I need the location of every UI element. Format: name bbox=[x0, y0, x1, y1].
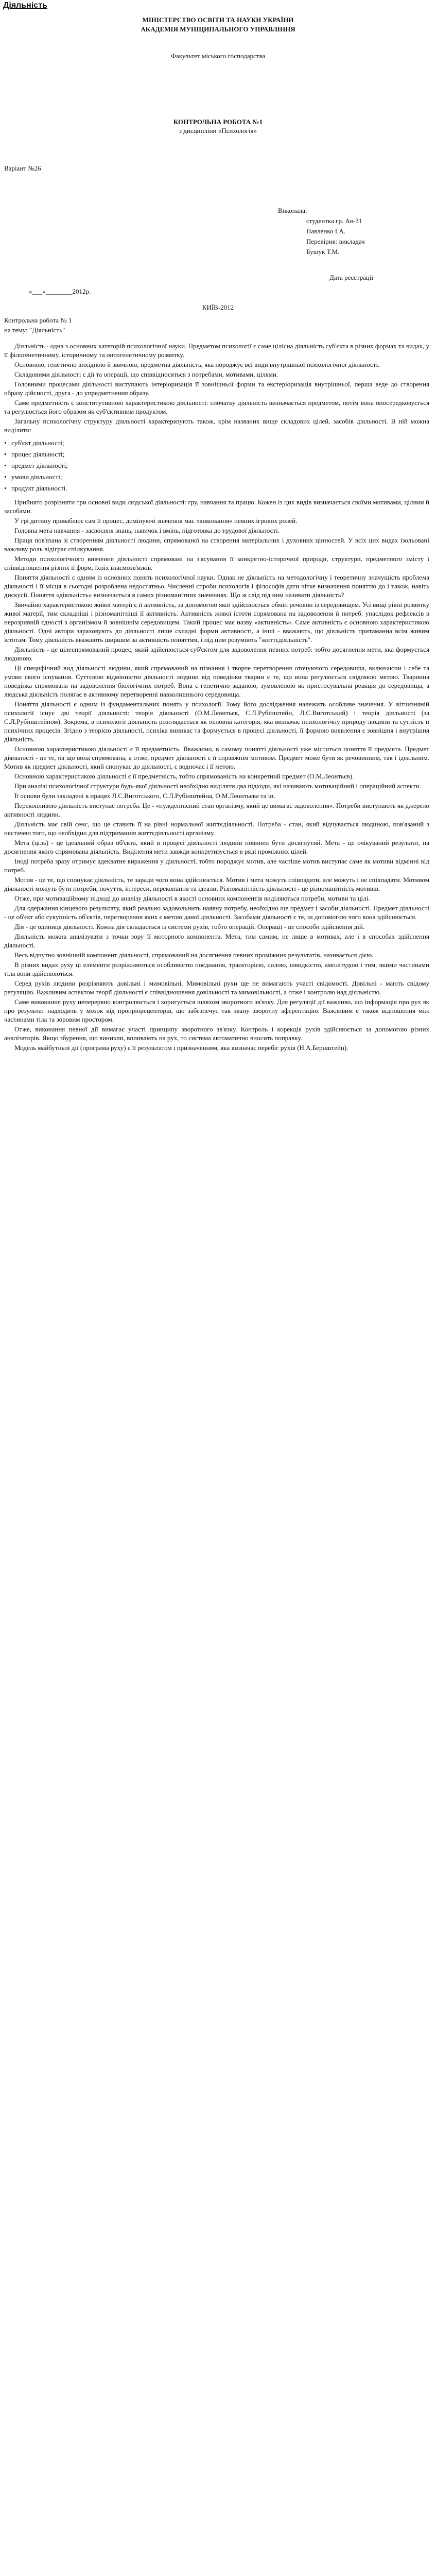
paragraph: Модель майбутньої дії (програма руху) є її результатом і призначенням, яка визначає перебіг рухів (Н.А.Бернштейн). bbox=[14, 1044, 348, 1052]
paragraph: Складовими діяльності є дії та операції, що співвідносяться з потребами, мотивами, цілями. bbox=[14, 370, 278, 378]
list-item-text: продукт діяльності. bbox=[11, 484, 67, 492]
teacher-name: Бушук Т.М. bbox=[306, 248, 340, 256]
registration-date: «___»________2012р. bbox=[29, 287, 91, 295]
student-name: Павленко І.А. bbox=[306, 227, 345, 235]
paragraph: Звичайно характеристикою живої матерії є її активність, за допомогою якої здійснюється обмін речовин із середовищем. Усі вищі рівні розвитку живої матерії, тим складніші і різноманітніші її активність. Активність живої істоти спрямована на задоволення її потреб: унаслідок рефлексів в нерозривній єдності з організмом й зовнішнім середовищем. Такий процес має назву «активність». Саме активність є основною характеристикою діяльності. Одні автори зараховують до діяльності лише складні форми активності, а інші - вважають, що діяльність притаманна всім живим істотам. Тому діяльність вважають ширшим за активність поняттям, і під ним розуміють "життєдіяльність". bbox=[4, 601, 429, 643]
paragraph: Мета (ціль) - це ідеальний образ об'єкта, який в процесі діяльності людини повинен бути досягнутий. Мета - це очікуваний результат, на досягнення якого спрямована діяльність. Виділення мети завжди конкретизується в ряді проміжних цілей. bbox=[4, 839, 429, 855]
discipline-line: з дисципліни «Психологія» bbox=[179, 127, 257, 134]
paragraph: Головними процесами діяльності виступають інтеріоризація її зовнішньої форми та екстеріоризація внутрішньої, перша веде до створення образу дійсності, друга - до упредметнення образу. bbox=[4, 380, 429, 397]
list-item bbox=[4, 484, 429, 493]
list-item-text: процес діяльності; bbox=[11, 450, 65, 458]
variant-label: Варіант №26 bbox=[4, 164, 41, 172]
paragraph: Її основи були закладені в працях Л.С.Виготського, С.Л.Рубінштейна, О.М.Леонтьєва та ін. bbox=[14, 792, 275, 800]
paragraph: Діяльність має свій сенс, що це ставить її на рівні нормальної життєдіяльності. Потреба - стан, який відчувається людиною, пов'язаний з нестачею того, що необхідно для підтримання життєдіяльності організму. bbox=[4, 820, 429, 837]
city-year: КИЇВ-2012 bbox=[202, 303, 234, 311]
checked-label: Перевірив: викладач bbox=[306, 238, 365, 245]
list-item-text: умови діяльності; bbox=[11, 473, 62, 481]
paragraph: Прийнято розрізняти три основні види людської діяльності: гру, навчання та працю. Кожен із цих видів визначається своїми мотивами, цілями й засобами. bbox=[4, 498, 429, 515]
list-item-text: суб'єкт діяльності; bbox=[11, 439, 64, 447]
student-group: студентка гр. Ав-31 bbox=[306, 217, 362, 225]
paragraph: Поняття діяльності є одним із основних понять психологічної науки. Однак не діяльність на методологічну і теоретичну значущість проблема діяльності і її місця в сьогодні розроблена недостатньо. Численні спроби психологів і філософів дати чітке визначення поняттю до і також, навіть дискусії. Поняття «діяльність» визначається в самих різноманітних значеннях. Що ж слід під ним називати діяльність? bbox=[4, 573, 429, 599]
document-title: Діяльність bbox=[3, 1, 47, 10]
list-item-text: предмет діяльності; bbox=[11, 462, 68, 469]
bullet-icon: • bbox=[4, 473, 7, 481]
paragraph: Основною, генетично вихідною й звичною, предметна діяльність, яка породжує всі види внутрішньої психологічної діяльності. bbox=[14, 361, 380, 368]
paragraph: При аналізі психологічної структури будь-якої діяльності необхідно виділяти два підходи, які називають мотиваційний і операційний аспекти. bbox=[14, 782, 421, 790]
paragraph: В різних видах руху ці елементи розріжняються особливістю поєднання, траєкторією, силою, швидкістю, амплітудою і тим, якими частинами тіла вони здійснюються. bbox=[4, 961, 429, 977]
intro-line-2: на тему: "Діяльність" bbox=[4, 326, 65, 334]
paragraph: Головна мета навчання - засвоєння знань, навичок і вмінь, підготовка до трудової діяльності. bbox=[14, 527, 280, 534]
main-text bbox=[4, 316, 429, 1053]
academy-heading: АКАДЕМІЯ МУНІЦИПАЛЬНОГО УПРАВЛІННЯ bbox=[141, 25, 295, 33]
paragraph: Загальну психологічну структуру діяльності характеризують також, крім названих вище складових цілей, засобів діяльності. В ній можна виділити: bbox=[4, 417, 429, 434]
paragraph: Дія - це одиниця діяльності. Кожна дія складається із системи рухів, тобто операцій. Операції - це способи здійснення дій. bbox=[14, 923, 365, 930]
paragraph: У грі дитину приваблює сам її процес, домінуючі значення має «виконання» певних ігрових ролей. bbox=[14, 517, 298, 524]
paragraph: Саме предметність є конститутивною характеристикою діяльності: спочатку діяльність визначається предметом, потім вона опосередковується та регулюється його образом як суб'єктивним продуктом. bbox=[4, 399, 429, 415]
registration-label: Дата реєстрації bbox=[329, 274, 374, 281]
paragraph: Саме виконання руху неперервно контролюється і коригується шляхом зворотного зв'язку. Для регуляції дії важливо, що інформація про рух як про результат надходить у мозок від пропріорецепторів, що забезпечує так звану зворотну аферентацію. Важливим є також відношення між частинами тіла та зоровим простором. bbox=[4, 998, 429, 1023]
executed-label: Виконала: bbox=[278, 207, 307, 214]
list-item bbox=[4, 461, 429, 470]
paragraph: Мотив - це те, що спонукає діяльність, те заради чого вона здійснюється. Мотив і мета можуть співпадати, але можуть і не співпадати. Мотивом діяльності можуть бути потреби, почуття, інтереси, переконання та ідеали. Різноманітність діяльності - це різноманітність мотивів. bbox=[4, 876, 429, 892]
ministry-heading: МІНІСТЕРСТВО ОСВІТИ ТА НАУКИ УКРАЇНИ bbox=[142, 16, 294, 24]
paragraph: Основною характеристикою діяльності є її предметність, тобто спрямованість на конкретний предмет (О.М.Леонтьєв). bbox=[14, 772, 354, 780]
paragraph: Діяльність - одна з основних категорій психологічної науки. Предметом психології є саме цілісна діяльність суб'єкта в різних формах та видах, у її філогенетичному, історичному та онтогенетичному розвитку. bbox=[4, 342, 429, 359]
paragraph: Методи психологічного вивчення діяльності спрямовані на з'ясування її конкретно-історичної природи, структури, предметного змісту і співвідношення різних її форм, їхніх взаємозв'язків. bbox=[4, 555, 429, 571]
paragraph: Поняття діяльності є одним із фундаментальних понять у психології. Тому його дослідження належить особливе значення. У вітчизняній психології існує дві теорії діяльності: теорія діяльності (О.М.Леонтьєв, С.Л.Рубінштейн, Л.С.Виготський) і теорія діяльності (за С.Л.Рубінштейном). Зокрема, в психології діяльність розглядається як основна категорія, яка визначає психологічну природу людини та сутність її психічних процесів. Згідно з теорією діяльності, психіка виникає та формується в процесі діяльності, її формою виявлення є зовнішня і внутрішня діяльність. bbox=[4, 700, 429, 743]
faculty-heading: Факультет міського господарства bbox=[170, 52, 266, 60]
paragraph: Праця пов'язана зі створенням діяльності людини, спрямованої на створення матеріальних і духовних цінностей. У всіх цих видах ізольовані важливу роль відіграє спілкування. bbox=[4, 536, 429, 553]
paragraph: Ці специфічний вид діяльності людини, який спрямований на пізнання і творче перетворення оточуючого середовища, включаючи і себе та умови свого існування. Суттєвою відмінністю діяльності людини від поведінки тварин є те, що вона регулюється свідомою метою. Тваринна поведінка спрямована на задоволення біологічних потреб. Вона є генетично заданою, зумовленою як пристосувальна реакція до середовища, а людська діяльність полягає в активному перетворенні навколишнього середовища. bbox=[4, 664, 429, 698]
bullet-icon: • bbox=[4, 450, 7, 458]
work-title: КОНТРОЛЬНА РОБОТА №1 bbox=[173, 118, 263, 126]
list-item bbox=[4, 438, 429, 447]
paragraph: Серед рухів людини розрізняють довільні і мимовільні. Мимовільні рухи ще не вимагають участі свідомості. Довільні - мають свідому регуляцію. Важливим аспектом теорії діяльності є співвідношення довільності та мимовільності, а отже і контролю над діяльністю. bbox=[4, 979, 429, 996]
paragraph: Іноді потреба зразу отримує адекватне вираження у діяльності, тобто породжує мотив, але частіше мотив виступає саме як мотиви відмінні від потреб. bbox=[4, 857, 429, 874]
bullet-icon: • bbox=[4, 439, 7, 447]
paragraph: Отже, при мотиваційному підході до аналізу діяльності в якості основних компонентів виділяються потреби, мотиви та цілі. bbox=[14, 894, 370, 902]
bullet-icon: • bbox=[4, 462, 7, 469]
paragraph: Весь відчутно зовнішній компонент діяльності, спрямований на досягнення певних проміжних результатів, називається дією. bbox=[14, 951, 374, 959]
paragraph: Для одержання кінцевого результату, який реально задовольнить наявну потребу, необхідно ще предмет і засоби діяльності. Предмет діяльності - це об'єкт або сукупність об'єктів, перетворення яких є метою даної діяльності. Засобами діяльності є те, за допомогою чого вона здійснюється. bbox=[4, 904, 429, 921]
paragraph: Переконливою діяльність виступає потреба. Це - «нужденнісний стан організму, який це вимагає задоволення». Потреби виступають як джерело активності людини. bbox=[4, 802, 429, 818]
list-item bbox=[4, 472, 429, 481]
paragraph: Діяльність можна аналізувати з точки зору її моторного компонента. Мета, тим самим, не лише в мотивах, але і в способах здійснення діяльності. bbox=[4, 933, 429, 949]
list-item bbox=[4, 450, 429, 459]
paragraph: Основною характеристикою діяльності є її предметність. Вважаємо, в самому понятті діяльності уже міститься поняття її предмета. Предмет діяльності - це те, на що вона спрямована, а отже, предмет діяльності є її справжнім мотивом. Предмет може бути як речовинним, так і ідеальним. Мотив як предмет діяльності, який спонукає до діяльності, є водночас і її метою. bbox=[4, 745, 429, 770]
intro-line-1: Контрольна робота № 1 bbox=[4, 316, 72, 324]
executed-block bbox=[278, 206, 432, 258]
bullet-icon: • bbox=[4, 484, 7, 492]
paragraph: Отже, виконання певної дії вимагає участі принципу зворотного зв'язку. Контроль і корекція рухів здійснюється за допомогою різних аналізаторів. Якщо збурення, що виникли, впливають на рух, то система автоматично вносить поправку. bbox=[4, 1025, 429, 1042]
paragraph: Діяльність - це цілеспрямований процес, який здійснюється суб'єктом для задоволення певних потреб: тобто досягнення мети, яка формується людиною. bbox=[4, 646, 429, 662]
